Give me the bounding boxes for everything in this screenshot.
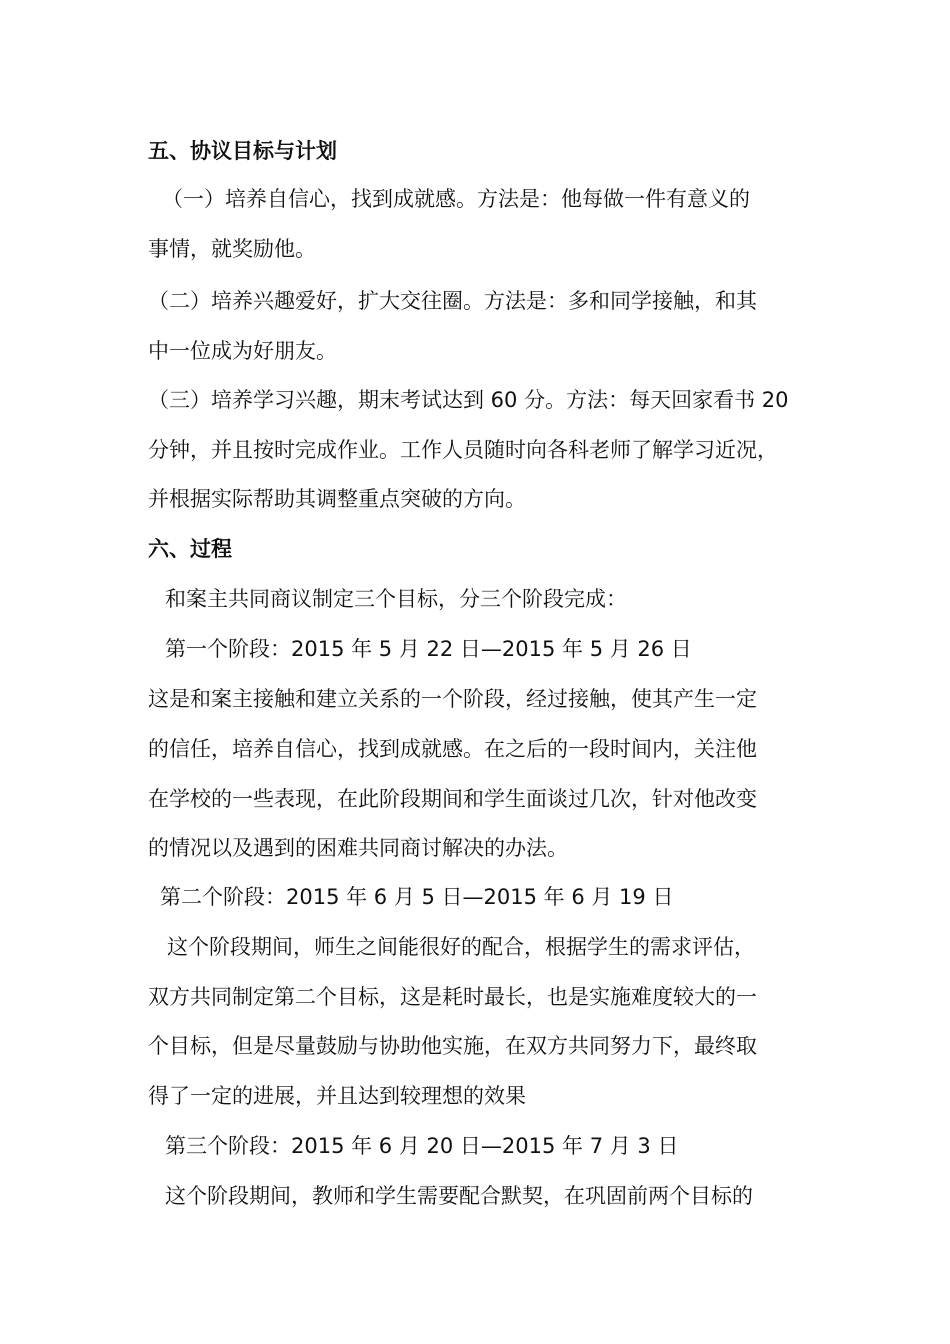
paragraph-line: 这个阶段期间，师生之间能很好的配合，根据学生的需求评估，: [167, 935, 755, 959]
paragraph-line: 的情况以及遇到的困难共同商讨解决的办法。: [148, 836, 568, 860]
paragraph-line: 这个阶段期间，教师和学生需要配合默契，在巩固前两个目标的: [165, 1184, 753, 1208]
paragraph-line: 中一位成为好朋友。: [148, 339, 337, 363]
paragraph-line: 双方共同制定第二个目标，这是耗时最长，也是实施难度较大的一: [148, 985, 757, 1009]
paragraph-line: （一）培养自信心，找到成就感。方法是：他每做一件有意义的: [162, 187, 750, 211]
paragraph-line: 事情，就奖励他。: [148, 237, 316, 261]
paragraph-line: 和案主共同商议制定三个目标，分三个阶段完成：: [165, 587, 627, 611]
paragraph-line: 这是和案主接触和建立关系的一个阶段，经过接触，使其产生一定: [148, 687, 757, 711]
paragraph-line: 个目标，但是尽量鼓励与协助他实施，在双方共同努力下，最终取: [148, 1034, 757, 1058]
paragraph-line: 得了一定的进展，并且达到较理想的效果: [148, 1084, 526, 1108]
paragraph-line: 并根据实际帮助其调整重点突破的方向。: [148, 487, 526, 511]
stage-title: 第一个阶段：2015 年 5 月 22 日—2015 年 5 月 26 日: [165, 637, 692, 661]
paragraph-line: （二）培养兴趣爱好，扩大交往圈。方法是：多和同学接触，和其: [148, 289, 757, 313]
stage-title: 第三个阶段：2015 年 6 月 20 日—2015 年 7 月 3 日: [165, 1134, 679, 1158]
paragraph-line: 分钟，并且按时完成作业。工作人员随时向各科老师了解学习近况，: [148, 438, 778, 462]
paragraph-line: （三）培养学习兴趣，期末考试达到 60 分。方法：每天回家看书 20: [148, 388, 789, 412]
paragraph-line: 在学校的一些表现，在此阶段期间和学生面谈过几次，针对他改变: [148, 787, 757, 811]
section-heading: 六、过程: [148, 537, 232, 561]
section-heading: 五、协议目标与计划: [148, 139, 337, 163]
paragraph-line: 的信任，培养自信心，找到成就感。在之后的一段时间内，关注他: [148, 737, 757, 761]
stage-title: 第二个阶段：2015 年 6 月 5 日—2015 年 6 月 19 日: [160, 885, 674, 909]
